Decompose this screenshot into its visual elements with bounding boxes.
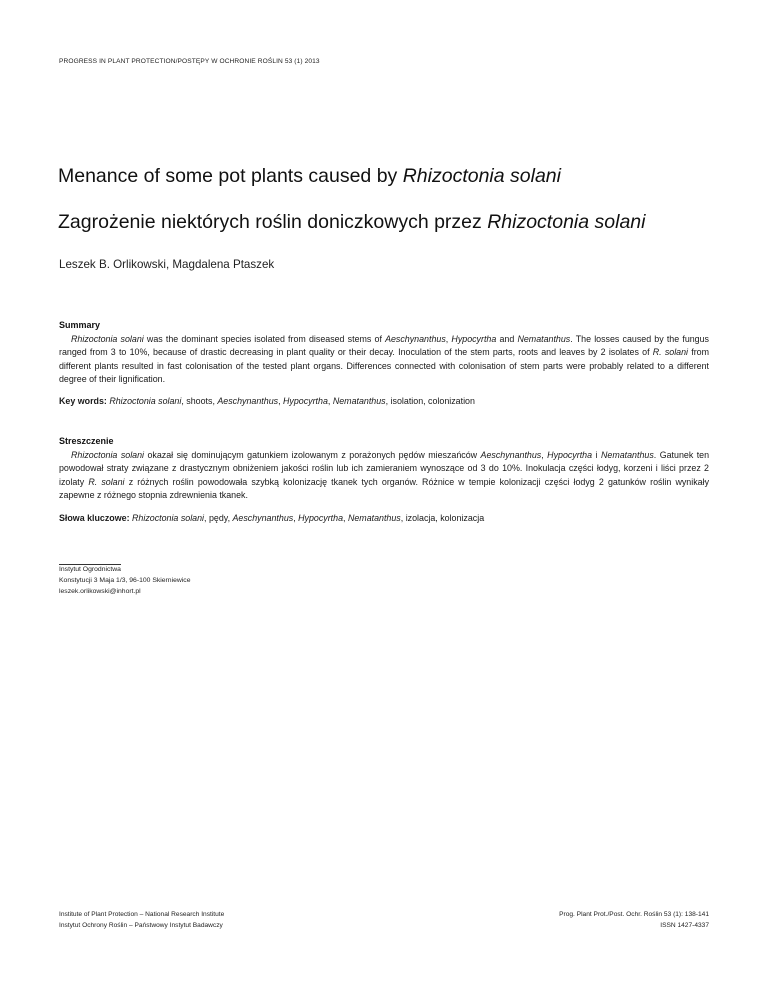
keywords-polish-tail: izolacja, kolonizacja (405, 513, 485, 523)
keywords-polish-species-h: Hypocyrtha (298, 513, 344, 523)
keywords-polish-species-n: Nematanthus (347, 513, 401, 523)
streszczenie-species-nematanthus: Nematanthus (600, 450, 654, 460)
footer-issn: ISSN 1427-4337 (660, 922, 709, 929)
streszczenie-conj-i: i (595, 450, 598, 460)
summary-species-rhizoctonia: Rhizoctonia solani (71, 334, 144, 344)
keywords-polish-label: Słowa kluczowe: (59, 513, 130, 523)
keywords-english-species-a: Aeschynanthus (217, 396, 279, 406)
streszczenie-text-2: Gatunek ten powodował straty związane z drastycznym obniżeniem jakości roślin lub ich zamieraniem wynoszące od 3 do 10%. Inokulacja części łodyg, korzeni i liści przez 2 izolaty (59, 450, 710, 487)
summary-paragraph: Rhizoctonia solani was the dominant species isolated from diseased stems of Aeschynanthus, Hypocyrtha and Nematanthus. The losses caused by the fungus ranged from 3 to 10%, because of drastic decreasing in plant quality or their decay. Inoculation of the stem parts, roots and leaves by 2 isolates of R. solani from different plants resulted in fast colonisation of the tested plant organs. Differences connected with colonisation of stem parts were probably related to a different degree of their lignification. (59, 334, 709, 384)
streszczenie-text-3: z różnych roślin powodowała szybką kolonizację tkanek tych organów. Różnice w tempie kolonizacji części łodyg 2 gatunków roślin wynikały zapewne z różnego stopnia zdrewnienia tkanek. (59, 476, 710, 500)
footnote-rule (59, 564, 121, 565)
footer-citation: Prog. Plant Prot./Post. Ochr. Roślin 53 (1): 138-141 (559, 911, 709, 918)
affiliation-address: Konstytucji 3 Maja 1/3, 96-100 Skierniewice (59, 577, 191, 584)
summary-text-2: The losses caused by the fungus ranged from 3 to 10%, because of drastic decreasing in plant quality or their decay. Inoculation of the stem parts, roots and leaves by 2 isolates of (59, 334, 709, 358)
keywords-polish-species-a: Aeschynanthus (232, 513, 294, 523)
affiliation-email[interactable]: leszek.orlikowski@inhort.pl (59, 588, 141, 595)
streszczenie-paragraph: Rhizoctonia solani okazał się dominującym gatunkiem izolowanym z porażonych pędów mieszańców Aeschynanthus, Hypocyrtha i Nematanthus. Gatunek ten powodował straty związane z drastycznym obniżeniem jakości roślin lub ich zamieraniem wynoszące od 3 do 10%. Inokulacja części łodyg, korzeni i liści przez 2 izolaty R. solani z różnych roślin powodowała szybką kolonizację tkanek tych organów. Różnice w tempie kolonizacji części łodyg 2 gatunków roślin wynikały zapewne z różnego stopnia zdrewnienia tkanek. (59, 450, 710, 500)
streszczenie-species-aeschynanthus: Aeschynanthus (480, 450, 542, 460)
keywords-english-shoots: shoots (186, 396, 213, 406)
keywords-polish-species-rs: Rhizoctonia solani (132, 513, 205, 523)
keywords-english: Key words: Rhizoctonia solani, shoots, Aeschynanthus, Hypocyrtha, Nematanthus, isolation, colonization (59, 396, 475, 406)
footer-institute-en: Institute of Plant Protection – National Research Institute (59, 911, 225, 918)
keywords-english-tail: isolation, colonization (390, 396, 475, 406)
summary-species-aeschynanthus: Aeschynanthus (385, 334, 446, 344)
keywords-polish: Słowa kluczowe: Rhizoctonia solani, pędy, Aeschynanthus, Hypocyrtha, Nematanthus, izolacja, kolonizacja (59, 513, 485, 523)
title-english-text: Menance of some pot plants caused by (58, 165, 403, 187)
streszczenie-species-rhizoctonia: Rhizoctonia solani (71, 450, 145, 460)
summary-species-rsolani: R. solani (652, 347, 689, 358)
keywords-english-species-h: Hypocyrtha (283, 396, 328, 406)
keywords-english-label: Key words: (59, 396, 107, 406)
streszczenie-species-rsolani: R. solani (88, 476, 125, 487)
streszczenie-heading: Streszczenie (59, 436, 114, 446)
title-polish-text: Zagrożenie niektórych roślin doniczkowych przez (58, 211, 488, 233)
keywords-english-species-rs: Rhizoctonia solani (109, 396, 182, 406)
summary-and: and (499, 334, 515, 344)
authors: Leszek B. Orlikowski, Magdalena Ptaszek (59, 258, 275, 271)
summary-heading: Summary (59, 320, 101, 330)
title-english-species: Rhizoctonia solani (402, 165, 561, 187)
title-polish-species: Rhizoctonia solani (487, 211, 646, 233)
streszczenie-species-hypocyrtha: Hypocyrtha (547, 450, 593, 460)
title-polish (58, 211, 645, 234)
summary-text-1: was the dominant species isolated from diseased stems of (146, 334, 382, 344)
footer-institute-pl: Instytut Ochrony Roślin – Państwowy Instytut Badawczy (59, 922, 223, 929)
keywords-english-species-n: Nematanthus (332, 396, 386, 406)
running-head: PROGRESS IN PLANT PROTECTION/POSTĘPY W OCHRONIE ROŚLIN 53 (1) 2013 (59, 58, 320, 65)
keywords-polish-pedy: pędy (208, 513, 228, 523)
streszczenie-text-1: okazał się dominującym gatunkiem izolowanym z porażonych pędów mieszańców (147, 450, 478, 460)
affiliation-institute: Instytut Ogrodnictwa (59, 566, 121, 573)
summary-species-hypocyrtha: Hypocyrtha (451, 334, 497, 344)
summary-text-3: from different plants resulted in fast colonisation of the tested plant organs. Differences connected with colonisation of stem parts were probably related to a different degree of their lignification. (59, 347, 709, 384)
title-english (58, 165, 561, 188)
summary-species-nematanthus: Nematanthus (517, 334, 571, 344)
